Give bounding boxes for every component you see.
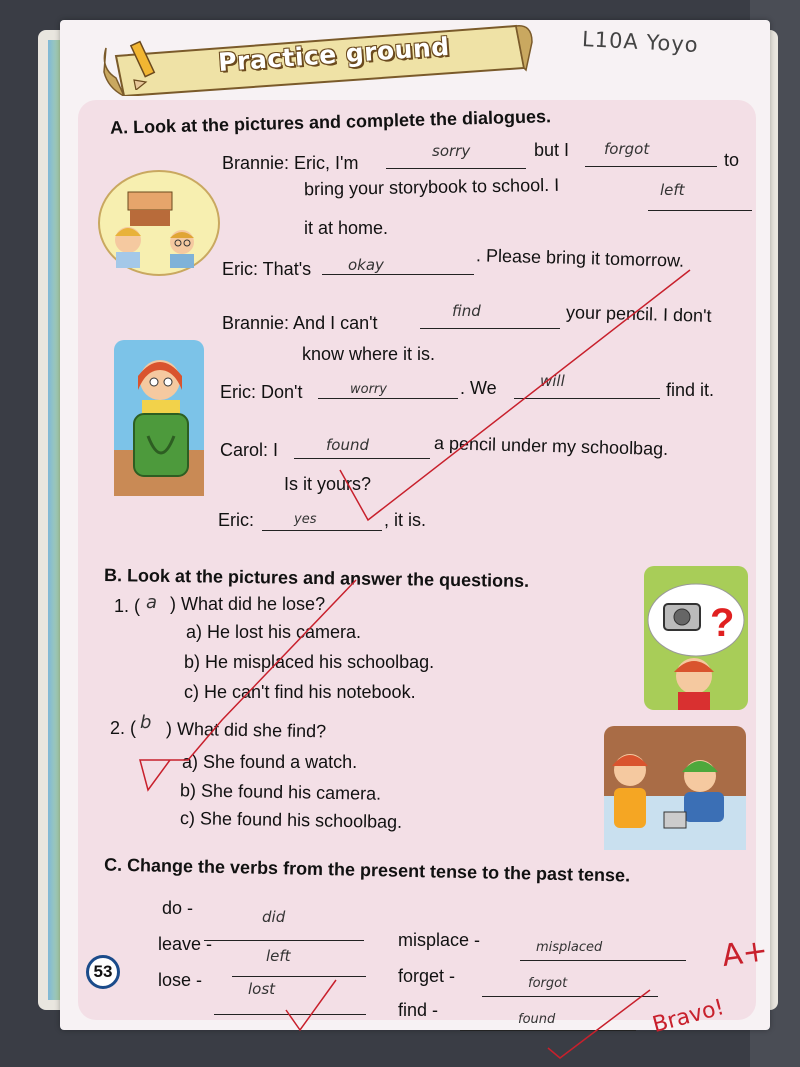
grade-comment: Bravo!	[650, 994, 727, 1039]
girl-schoolbag-picture	[114, 340, 204, 496]
blank-forgot-c[interactable]	[482, 972, 658, 997]
q1-option-b[interactable]: b) He misplaced his schoolbag.	[184, 652, 435, 672]
q1-question: ) What did he lose?	[170, 594, 326, 614]
blank-okay[interactable]	[322, 250, 474, 275]
q2-prefix: 2. (	[110, 718, 137, 738]
dialogue2-line4-end: a pencil under my schoolbag.	[433, 432, 669, 460]
dialogue1-line1-end: to	[724, 150, 740, 170]
dialogue2-line3-start: Eric: Don't	[220, 382, 303, 402]
blank-yes[interactable]	[262, 506, 382, 531]
answer-did: did	[262, 908, 286, 926]
dialogue2-line1-end: your pencil. I don't	[565, 302, 712, 326]
blank-will[interactable]	[514, 374, 660, 399]
q2-option-a[interactable]: a) She found a watch.	[182, 752, 358, 772]
dialogue1-line4-end: . Please bring it tomorrow.	[475, 245, 685, 271]
answer-sorry: sorry	[432, 142, 471, 160]
verb-leave: leave -	[158, 934, 213, 954]
answer-yes: yes	[294, 512, 317, 527]
answer-found: found	[326, 436, 369, 454]
section-c-heading: C. Change the verbs from the present tense to the past tense.	[103, 854, 631, 886]
classroom-picture	[98, 170, 220, 276]
answer-lost: lost	[248, 980, 276, 998]
grade-mark: A+	[719, 932, 770, 975]
answer-forgot-c: forgot	[528, 976, 568, 991]
blank-find[interactable]	[420, 304, 560, 329]
q1-option-a[interactable]: a) He lost his camera.	[186, 622, 362, 642]
dialogue2-line3-mid: . We	[460, 378, 497, 398]
answer-worry: worry	[350, 382, 387, 397]
section-b-heading: B. Look at the pictures and answer the questions.	[103, 565, 530, 591]
verb-do: do -	[162, 898, 194, 918]
q2-answer: b	[140, 712, 152, 733]
verb-find: find -	[398, 1000, 439, 1020]
page-number: 53	[86, 955, 120, 989]
blank-left-c[interactable]	[232, 952, 366, 977]
q1-prefix: 1. (	[114, 596, 141, 616]
dialogue1-line2: bring your storybook to school. I	[303, 174, 560, 200]
dialogue1-line1-start: Brannie: Eric, I'm	[222, 153, 359, 173]
q1-answer: a	[146, 592, 158, 613]
q2-option-b[interactable]: b) She found his camera.	[179, 780, 382, 804]
dialogue2-line3-end: find it.	[666, 380, 715, 400]
pencil-icon	[124, 40, 164, 90]
boy-camera-picture	[644, 566, 748, 710]
girl-boy-camera-picture	[604, 726, 746, 850]
q1-option-c[interactable]: c) He can't find his notebook.	[184, 682, 416, 702]
dialogue2-line4-start: Carol: I	[220, 440, 279, 460]
answer-find: find	[452, 302, 481, 320]
answer-okay: okay	[348, 256, 384, 274]
answer-found-c: found	[518, 1012, 556, 1027]
dialogue2-line5: Is it yours?	[284, 474, 372, 494]
page-title: Practice ground	[217, 31, 451, 78]
answer-will: will	[540, 372, 565, 390]
dialogue1-line1-mid: but I	[534, 140, 570, 160]
blank-lost[interactable]	[214, 990, 366, 1015]
verb-lose: lose -	[158, 970, 203, 990]
dialogue2-line2: know where it is.	[302, 344, 436, 364]
answer-misplaced: misplaced	[536, 940, 603, 955]
verb-forget: forget -	[398, 966, 456, 986]
section-a-heading: A. Look at the pictures and complete the dialogues.	[109, 106, 552, 138]
svg-text:?: ?	[710, 601, 735, 645]
answer-left: left	[660, 181, 685, 199]
answer-left-c: left	[266, 947, 291, 965]
dialogue1-line4-start: Eric: That's	[222, 259, 312, 279]
q2-question: ) What did she find?	[165, 718, 327, 742]
verb-misplace: misplace -	[398, 930, 481, 950]
dialogue2-line6-start: Eric:	[218, 510, 254, 530]
dialogue2-line6-end: , it is.	[384, 510, 427, 530]
dialogue1-line3: it at home.	[304, 218, 389, 238]
dialogue2-line1-start: Brannie: And I can't	[222, 313, 378, 333]
handwritten-name: L10A Yoyo	[581, 26, 700, 58]
answer-forgot: forgot	[604, 140, 650, 158]
blank-worry[interactable]	[318, 374, 458, 399]
q2-option-c[interactable]: c) She found his schoolbag.	[179, 808, 403, 832]
